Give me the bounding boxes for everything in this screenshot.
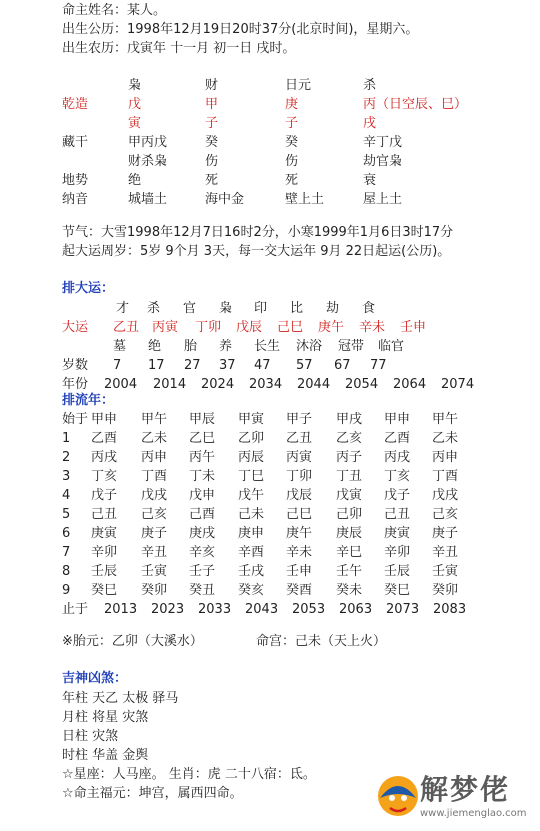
liunian-cell: 己亥 [432,507,459,522]
liunian-row-number: 9 [62,583,71,598]
dayun-god: 食 [362,301,376,316]
liunian-cell: 辛卯 [91,545,118,560]
liunian-cell: 戊寅 [336,488,363,503]
dayun-year: 2064 [393,377,427,392]
dayun-god: 官 [183,301,197,316]
dayun-stage: 冠带 [338,339,365,354]
liunian-cell: 壬申 [286,564,313,579]
fuyuan-line: ☆命主福元：坤宫，属西四命。 [62,786,243,801]
liunian-cell: 乙未 [432,431,459,446]
liunian-row-number: 7 [62,545,71,560]
liunian-end-year: 2033 [198,602,232,617]
dayun-age: 47 [254,358,271,373]
liunian-cell: 戊戌 [432,488,459,503]
pillar-row-label: 乾造 [62,97,89,112]
lunar-birth-line: 出生农历：戊寅年 十一月 初一日 戌时。 [62,41,296,56]
zodiac-line: ☆星座：人马座。 生肖：虎 二十八宿：氐。 [62,767,316,782]
minggong-line: 命宫：己未（天上火） [256,634,387,649]
liunian-cell: 丁亥 [91,469,118,484]
pillar-cell-stems: 庚 [285,97,299,112]
dayun-pillar: 己巳 [277,320,304,335]
liunian-start-cell: 甲戌 [336,412,363,427]
shensha-month: 月柱 将星 灾煞 [62,710,149,725]
liunian-cell: 庚子 [141,526,168,541]
liunian-cell: 戊戌 [141,488,168,503]
liunian-start-cell: 甲午 [432,412,459,427]
liunian-cell: 丙午 [189,450,216,465]
dayun-god: 杀 [147,301,161,316]
liunian-row-number: 8 [62,564,71,579]
liunian-cell: 庚辰 [336,526,363,541]
liunian-end-year: 2023 [151,602,185,617]
liunian-end-year: 2013 [104,602,138,617]
dayun-age: 77 [370,358,387,373]
liunian-end-label: 止于 [62,602,89,617]
solar-terms-line: 节气：大雪1998年12月7日16时2分，小寒1999年1月6日3时17分 [62,225,454,240]
liunian-end-year: 2053 [292,602,326,617]
liunian-cell: 己丑 [91,507,118,522]
liunian-cell: 丁丑 [336,469,363,484]
dayun-god: 印 [254,301,268,316]
liunian-end-year: 2083 [433,602,467,617]
dayun-start-line: 起大运周岁：5岁 9个月 3天，每一交大运年 9月 22日起运(公历)。 [62,244,451,259]
liunian-cell: 乙酉 [384,431,411,446]
liunian-cell: 壬子 [189,564,216,579]
dayun-pillar: 辛未 [359,320,386,335]
pillar-cell-gods-top: 财 [205,78,219,93]
dayun-year: 2054 [345,377,379,392]
liunian-row-number: 5 [62,507,71,522]
dayun-age: 37 [219,358,236,373]
shensha-year: 年柱 天乙 太极 驿马 [62,691,179,706]
dayun-pillar: 乙丑 [113,320,140,335]
liunian-start-cell: 甲申 [91,412,118,427]
dayun-year: 2034 [249,377,283,392]
pillar-cell-hidden-gods: 劫官枭 [363,154,403,169]
liunian-cell: 丁亥 [384,469,411,484]
watermark-brand: 解梦佬 [420,773,511,806]
liunian-end-year: 2063 [339,602,373,617]
pillar-cell-hidden-stems: 甲丙戊 [128,135,168,150]
liunian-cell: 癸卯 [432,583,459,598]
dayun-stage: 墓 [113,339,127,354]
pillar-cell-branches: 子 [285,116,299,131]
taiyuan-line: ※胎元：乙卯（大溪水） [62,634,203,649]
liunian-start-cell: 甲辰 [189,412,216,427]
liunian-cell: 庚午 [286,526,313,541]
liunian-cell: 壬辰 [91,564,118,579]
dayun-year: 2044 [297,377,331,392]
liunian-cell: 戊午 [238,488,265,503]
liunian-cell: 己丑 [384,507,411,522]
shensha-hour: 时柱 华盖 金舆 [62,748,149,763]
liunian-cell: 壬午 [336,564,363,579]
liunian-cell: 庚申 [238,526,265,541]
liunian-cell: 己酉 [189,507,216,522]
watermark-url: www.jiemenglao.com [420,808,527,819]
pillar-cell-terrain: 衰 [363,173,377,188]
dayun-age: 57 [296,358,313,373]
liunian-cell: 戊申 [189,488,216,503]
liunian-row-number: 2 [62,450,71,465]
dayun-stage: 绝 [148,339,162,354]
liunian-start-cell: 甲寅 [238,412,265,427]
pillar-cell-terrain: 绝 [128,173,142,188]
shensha-day: 日柱 灾煞 [62,729,119,744]
liunian-cell: 丙戌 [91,450,118,465]
dayun-year-label: 年份 [62,377,89,392]
liunian-row-number: 6 [62,526,71,541]
dayun-stage: 养 [219,339,233,354]
liunian-cell: 癸巳 [91,583,118,598]
pillar-cell-terrain: 死 [285,173,299,188]
dayun-god: 劫 [326,301,340,316]
liunian-cell: 己巳 [286,507,313,522]
liunian-cell: 乙未 [141,431,168,446]
name-line: 命主姓名：某人。 [62,3,167,18]
dayun-pillar: 壬申 [400,320,427,335]
liunian-cell: 辛巳 [336,545,363,560]
dayun-god: 才 [116,301,130,316]
liunian-cell: 己未 [238,507,265,522]
pillar-cell-branches: 戌 [363,116,377,131]
liunian-cell: 癸丑 [189,583,216,598]
liunian-title: 排流年： [62,393,115,408]
liunian-cell: 戊辰 [286,488,313,503]
pillar-cell-gods-top: 日元 [285,78,312,93]
liunian-row-number: 1 [62,431,71,446]
liunian-cell: 己亥 [141,507,168,522]
liunian-cell: 丁酉 [141,469,168,484]
liunian-end-year: 2043 [245,602,279,617]
liunian-cell: 癸未 [336,583,363,598]
pillar-cell-stems: 丙（日空辰、巳） [363,97,468,112]
liunian-cell: 戊子 [91,488,118,503]
liunian-start-label: 始于 [62,412,89,427]
liunian-cell: 辛亥 [189,545,216,560]
liunian-cell: 庚寅 [91,526,118,541]
dayun-label: 大运 [62,320,89,335]
liunian-cell: 庚戌 [189,526,216,541]
pillar-cell-nayin: 城墙土 [128,192,168,207]
pillar-cell-terrain: 死 [205,173,219,188]
pillar-cell-hidden-stems: 辛丁戊 [363,135,403,150]
pillar-cell-hidden-gods: 伤 [285,154,299,169]
dayun-pillar: 丁卯 [195,320,222,335]
liunian-cell: 庚寅 [384,526,411,541]
liunian-cell: 癸卯 [141,583,168,598]
pillar-cell-hidden-gods: 伤 [205,154,219,169]
liunian-cell: 癸巳 [384,583,411,598]
dayun-year: 2074 [441,377,475,392]
dayun-stage: 沐浴 [296,339,323,354]
dayun-stage: 胎 [184,339,198,354]
dayun-god: 枭 [219,301,233,316]
dayun-stage: 临官 [378,339,405,354]
liunian-cell: 丁酉 [432,469,459,484]
liunian-cell: 乙丑 [286,431,313,446]
pillar-cell-branches: 子 [205,116,219,131]
liunian-cell: 丙申 [432,450,459,465]
liunian-cell: 戊子 [384,488,411,503]
liunian-row-number: 4 [62,488,71,503]
pillar-cell-nayin: 海中金 [205,192,245,207]
dayun-pillar: 丙寅 [152,320,179,335]
liunian-cell: 乙卯 [238,431,265,446]
dayun-pillar: 庚午 [318,320,345,335]
liunian-cell: 癸亥 [238,583,265,598]
dayun-age: 67 [334,358,351,373]
liunian-cell: 丁巳 [238,469,265,484]
liunian-cell: 壬戌 [238,564,265,579]
liunian-row-number: 3 [62,469,71,484]
liunian-cell: 辛未 [286,545,313,560]
liunian-cell: 丙戌 [384,450,411,465]
dayun-age: 17 [148,358,165,373]
liunian-cell: 壬寅 [432,564,459,579]
liunian-cell: 乙亥 [336,431,363,446]
liunian-cell: 丁未 [189,469,216,484]
liunian-cell: 庚子 [432,526,459,541]
liunian-start-cell: 甲子 [286,412,313,427]
liunian-cell: 乙酉 [91,431,118,446]
liunian-start-cell: 甲午 [141,412,168,427]
liunian-cell: 壬辰 [384,564,411,579]
pillar-cell-hidden-stems: 癸 [205,135,219,150]
liunian-cell: 辛丑 [141,545,168,560]
pillar-cell-nayin: 屋上土 [363,192,403,207]
dayun-year: 2014 [153,377,187,392]
liunian-cell: 壬寅 [141,564,168,579]
pillar-cell-hidden-gods: 财杀枭 [128,154,168,169]
pillar-cell-stems: 戊 [128,97,142,112]
solar-birth-line: 出生公历：1998年12月19日20时37分(北京时间)，星期六。 [62,22,419,37]
dayun-stage: 长生 [254,339,281,354]
pillar-cell-gods-top: 枭 [128,78,142,93]
dayun-god: 比 [290,301,304,316]
dayun-age: 27 [184,358,201,373]
pillar-row-label: 藏干 [62,135,89,150]
dayun-pillar: 戊辰 [236,320,263,335]
liunian-start-cell: 甲申 [384,412,411,427]
dayun-age-label: 岁数 [62,358,89,373]
dayun-title: 排大运： [62,281,115,296]
pillar-cell-gods-top: 杀 [363,78,377,93]
pillar-cell-branches: 寅 [128,116,142,131]
liunian-cell: 辛酉 [238,545,265,560]
pillar-cell-nayin: 壁上土 [285,192,325,207]
liunian-cell: 丙子 [336,450,363,465]
dayun-year: 2004 [104,377,138,392]
shensha-title: 吉神凶煞： [62,671,128,686]
liunian-cell: 丙辰 [238,450,265,465]
liunian-cell: 辛卯 [384,545,411,560]
liunian-cell: 辛丑 [432,545,459,560]
dayun-age: 7 [113,358,122,373]
liunian-end-year: 2073 [386,602,420,617]
liunian-cell: 癸酉 [286,583,313,598]
liunian-cell: 乙巳 [189,431,216,446]
liunian-cell: 丙寅 [286,450,313,465]
liunian-cell: 己卯 [336,507,363,522]
pillar-cell-stems: 甲 [205,97,219,112]
liunian-cell: 丙申 [141,450,168,465]
pillar-row-label: 纳音 [62,192,89,207]
dayun-year: 2024 [201,377,235,392]
pillar-cell-hidden-stems: 癸 [285,135,299,150]
pillar-row-label: 地势 [62,173,89,188]
liunian-cell: 丁卯 [286,469,313,484]
